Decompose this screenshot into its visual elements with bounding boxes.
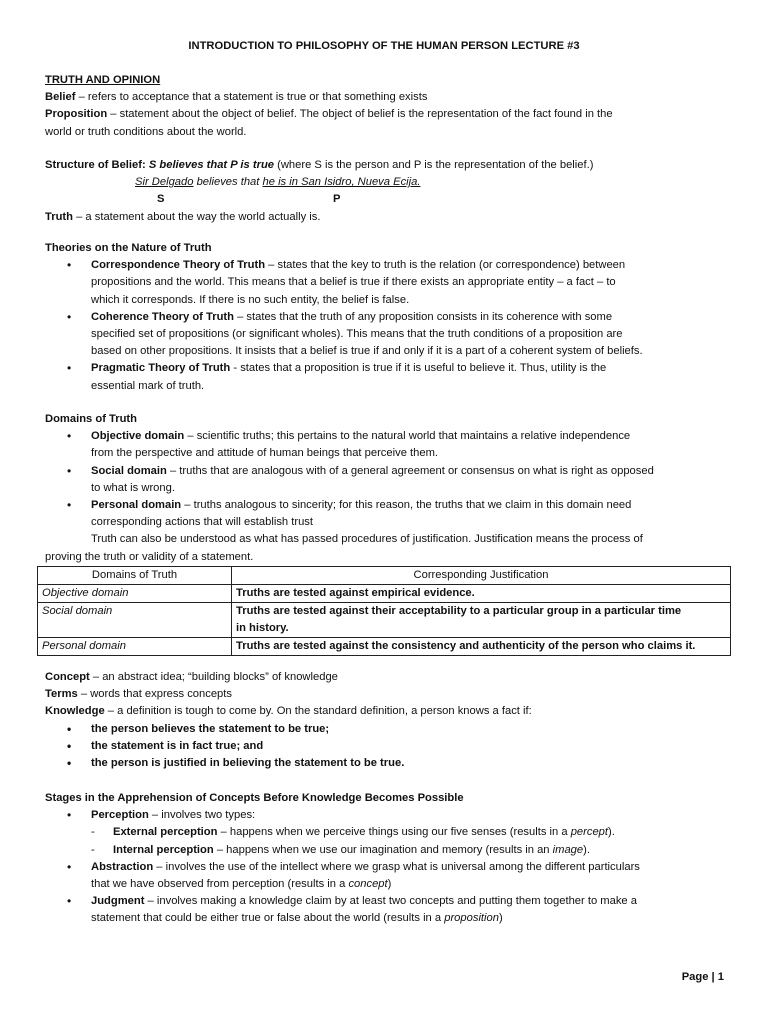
list-item: • Objective domain – scientific truths; this pertains to the natural world that maintains a relative independence from the perspective and attitude of human beings that perceive them. xyxy=(45,428,735,462)
example-subject: Sir Delgado xyxy=(135,176,194,189)
proposition-definition-cont: world or truth conditions about the world. xyxy=(45,125,247,138)
stages-list xyxy=(45,807,735,824)
knowledge-term: Knowledge xyxy=(45,705,105,718)
truth-opinion-section xyxy=(45,72,735,141)
proposition-text: – statement about the object of belief. The object of belief is the representation of the fact found in the xyxy=(107,108,613,121)
domain-term: Social domain xyxy=(91,464,167,477)
table-row xyxy=(38,638,731,656)
belief-definition xyxy=(45,89,735,106)
structure-formula: S believes that P is true xyxy=(148,159,274,171)
list-item: • Personal domain – truths analogous to sincerity; for this reason, the truths that we claim in this domain need corresponding actions that will establish trust xyxy=(45,497,735,531)
list-item: • Social domain – truths that are analogous with of a general agreement or consensus on what is right as opposed to what is wrong. xyxy=(45,463,735,497)
terms-term: Terms xyxy=(45,688,78,701)
p-marker: P xyxy=(333,193,341,206)
section-heading-truth-opinion: TRUTH AND OPINION xyxy=(45,74,161,86)
column-header-justification: Corresponding Justification xyxy=(232,567,731,585)
perception-types xyxy=(45,824,735,858)
table-cell-domain: Personal domain xyxy=(38,638,232,656)
belief-term: Belief xyxy=(45,91,76,104)
stages-section xyxy=(45,790,735,928)
table-row xyxy=(38,603,731,638)
concepts-section xyxy=(45,669,735,772)
theory-term: Pragmatic Theory of Truth xyxy=(91,362,231,375)
example-mid: believes that xyxy=(193,176,263,189)
perception-term: Perception xyxy=(91,809,149,822)
domains-list xyxy=(45,428,735,531)
judgment-term: Judgment xyxy=(91,895,145,908)
proposition-term: Proposition xyxy=(45,108,108,121)
table-cell-domain: Social domain xyxy=(38,603,232,638)
theories-section xyxy=(45,240,735,395)
structure-of-belief xyxy=(45,157,735,226)
domain-term: Personal domain xyxy=(91,498,182,511)
proposition-definition xyxy=(45,106,735,123)
justification-text-cont: proving the truth or validity of a statement. xyxy=(45,550,254,563)
table-cell-justification: Truths are tested against empirical evidence. xyxy=(232,585,731,603)
domain-term: Objective domain xyxy=(91,430,185,443)
list-item: • the statement is in fact true; and xyxy=(45,738,735,755)
knowledge-definition: Knowledge – a definition is tough to come by. On the standard definition, a person knows a fact if: xyxy=(45,705,532,718)
table-row xyxy=(38,585,731,603)
list-item: - Internal perception – happens when we use our imagination and memory (results in an image). xyxy=(45,842,735,859)
sp-markers xyxy=(45,191,735,208)
section-heading-domains: Domains of Truth xyxy=(45,413,137,425)
justification-text: Truth can also be understood as what has passed procedures of justification. Justification means the process of xyxy=(91,533,643,546)
list-item: • the person is justified in believing the statement to be true. xyxy=(45,755,735,772)
table-cell-domain: Objective domain xyxy=(38,585,232,603)
list-item: • Judgment – involves making a knowledge claim by at least two concepts and putting them together to make a statement that could be either true or false about the world (results in a proposition) xyxy=(45,893,735,927)
structure-line xyxy=(45,157,735,174)
list-item: • Coherence Theory of Truth – states that the truth of any proposition consists in its coherence with some specified set of propositions (or significant wholes). This means that the truth conditions of a proposition are based on other propositions. It insists that a belief is true if and only if it is a part of a coherent system of beliefs. xyxy=(45,309,735,361)
abstraction-term: Abstraction xyxy=(91,860,154,873)
list-item: • Correspondence Theory of Truth – states that the key to truth is the relation (or correspondence) between propositions and the world. This means that a belief is true if there exists an appropriate entity – a fact – to which it corresponds. If there is no such entity, the belief is false. xyxy=(45,257,735,309)
belief-text: – refers to acceptance that a statement is true or that something exists xyxy=(75,91,428,104)
theory-term: Correspondence Theory of Truth xyxy=(91,259,266,272)
table-cell-justification: Truths are tested against their acceptability to a particular group in a particular time in history. xyxy=(232,603,731,638)
section-heading-stages: Stages in the Apprehension of Concepts Before Knowledge Becomes Possible xyxy=(45,792,464,804)
example-predicate: he is in San Isidro, Nueva Ecija. xyxy=(262,176,421,189)
list-item: - External perception – happens when we perceive things using our five senses (results in a percept). xyxy=(45,824,735,841)
truth-definition xyxy=(45,209,735,226)
s-marker: S xyxy=(157,193,165,206)
list-item: • the person believes the statement to be true; xyxy=(45,721,735,738)
truth-text: – a statement about the way the world actually is. xyxy=(72,210,321,223)
concept-term: Concept xyxy=(45,671,90,683)
structure-example xyxy=(45,174,735,191)
concept-definition: Concept – an abstract idea; “building blocks” of knowledge xyxy=(45,671,338,683)
structure-explain: (where S is the person and P is the representation of the belief.) xyxy=(274,159,594,171)
page-title: INTRODUCTION TO PHILOSOPHY OF THE HUMAN PERSON LECTURE #3 xyxy=(188,40,580,52)
structure-label: Structure of Belief: xyxy=(45,159,149,171)
list-item: • Perception – involves two types: xyxy=(45,807,735,824)
table-header-row xyxy=(38,567,731,585)
theories-list xyxy=(45,257,735,395)
list-item: • Pragmatic Theory of Truth - states that a proposition is true if it is useful to believe it. Thus, utility is the essential mark of truth. xyxy=(45,360,735,394)
table-cell-justification: Truths are tested against the consistency and authenticity of the person who claims it. xyxy=(232,638,731,656)
page-number: Page | 1 xyxy=(681,971,724,983)
list-item: • Abstraction – involves the use of the intellect where we grasp what is universal among the different particulars that we have observed from perception (results in a concept) xyxy=(45,859,735,893)
column-header-domains: Domains of Truth xyxy=(38,567,232,585)
terms-definition: Terms – words that express concepts xyxy=(45,688,232,701)
truth-term: Truth xyxy=(45,210,73,223)
justification-table xyxy=(37,566,731,656)
stages-list-cont xyxy=(45,859,735,928)
theory-term: Coherence Theory of Truth xyxy=(91,310,234,323)
section-heading-theories: Theories on the Nature of Truth xyxy=(45,242,212,254)
domains-section xyxy=(45,411,735,566)
knowledge-conditions xyxy=(45,721,735,773)
